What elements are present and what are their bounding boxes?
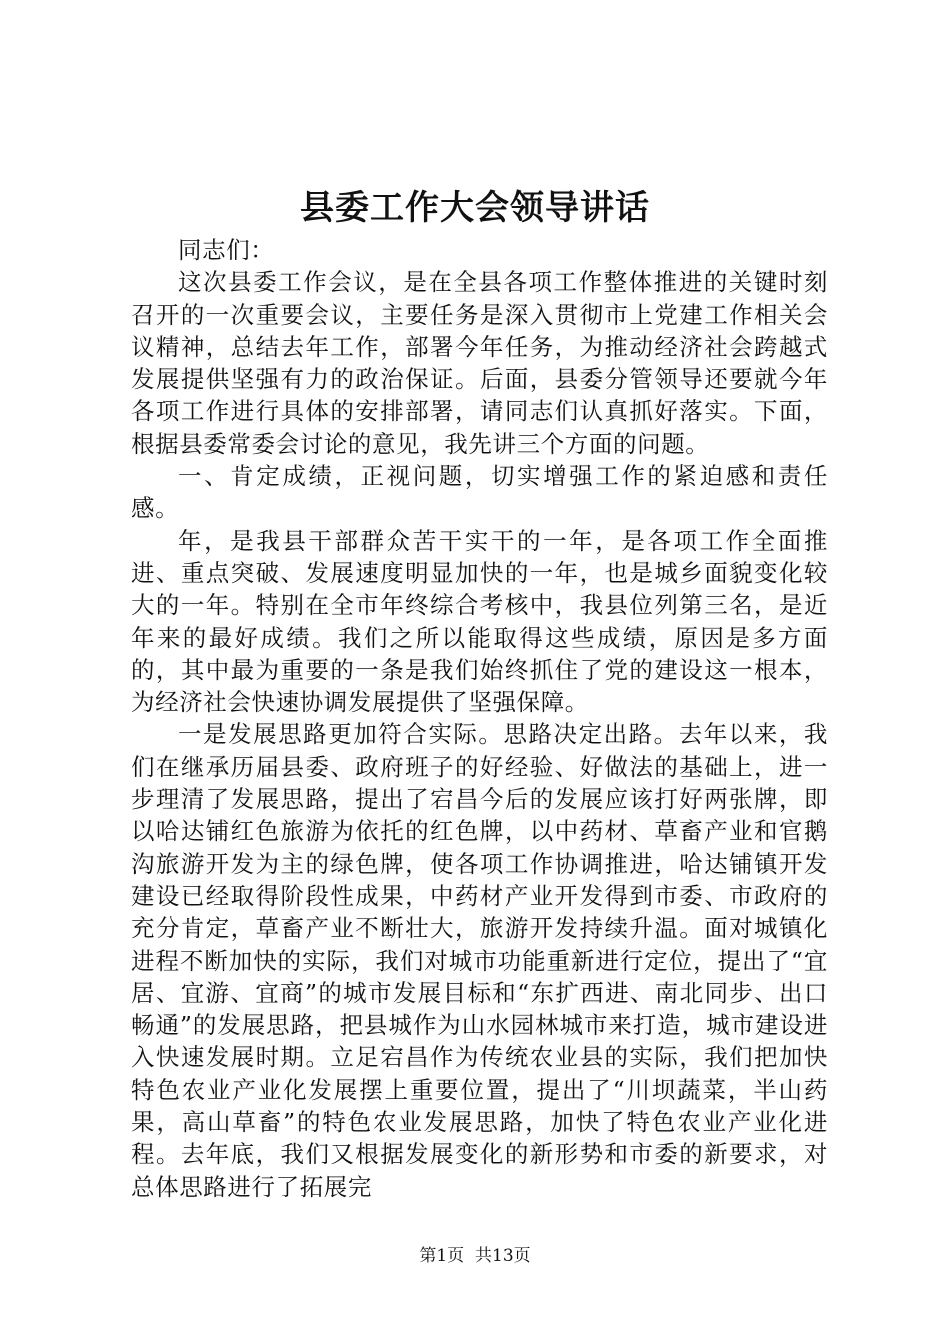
document-body	[131, 234, 828, 1203]
section-heading-paragraph: 一、肯定成绩，正视问题，切实增强工作的紧迫感和责任感。	[131, 462, 828, 523]
page-footer	[0, 1244, 950, 1268]
document-title: 县委工作大会领导讲话	[300, 188, 650, 228]
salutation-paragraph: 同志们：	[178, 236, 275, 264]
page-number: 第1页	[419, 1246, 465, 1266]
body-paragraph: 年，是我县干部群众苦干实干的一年，是各项工作全面推进、重点突破、发展速度明显加快的一年，也是城乡面貌变化较大的一年。特别在全市年终综合考核中，我县位列第三名，是近年来的最好成绩。我们之所以能取得这些成绩，原因是多方面的，其中最为重要的一条是我们始终抓住了党的建设这一根本，为经济社会快速协调发展提供了坚强保障。	[131, 526, 828, 717]
body-paragraph: 这次县委工作会议，是在全县各项工作整体推进的关键时刻召开的一次重要会议，主要任务是深入贯彻市上党建工作相关会议精神，总结去年工作，部署今年任务，为推动经济社会跨越式发展提供坚强有力的政治保证。后面，县委分管领导还要就今年各项工作进行具体的安排部署，请同志们认真抓好落实。下面，根据县委常委会讨论的意见，我先讲三个方面的问题。	[131, 268, 828, 458]
page-total: 共13页	[475, 1246, 531, 1266]
body-paragraph: 一是发展思路更加符合实际。思路决定出路。去年以来，我们在继承历届县委、政府班子的好经验、好做法的基础上，进一步理清了发展思路，提出了宕昌今后的发展应该打好两张牌，即以哈达铺红色旅游为依托的红色牌，以中药材、草畜产业和官鹅沟旅游开发为主的绿色牌，使各项工作协调推进，哈达铺镇开发建设已经取得阶段性成果，中药材产业开发得到市委、市政府的充分肯定，草畜产业不断壮大，旅游开发持续升温。面对城镇化进程不断加快的实际，我们对城市功能重新进行定位，提出了“宜居、宜游、宜商”的城市发展目标和“东扩西进、南北同步、出口畅通”的发展思路，把县城作为山水园林城市来打造，城市建设进入快速发展时期。立足宕昌作为传统农业县的实际，我们把加快特色农业产业化发展摆上重要位置，提出了“川坝蔬菜，半山药果，高山草畜”的特色农业发展思路，加快了特色农业产业化进程。去年底，我们又根据发展变化的新形势和市委的新要求，对总体思路进行了拓展完	[131, 720, 828, 1201]
